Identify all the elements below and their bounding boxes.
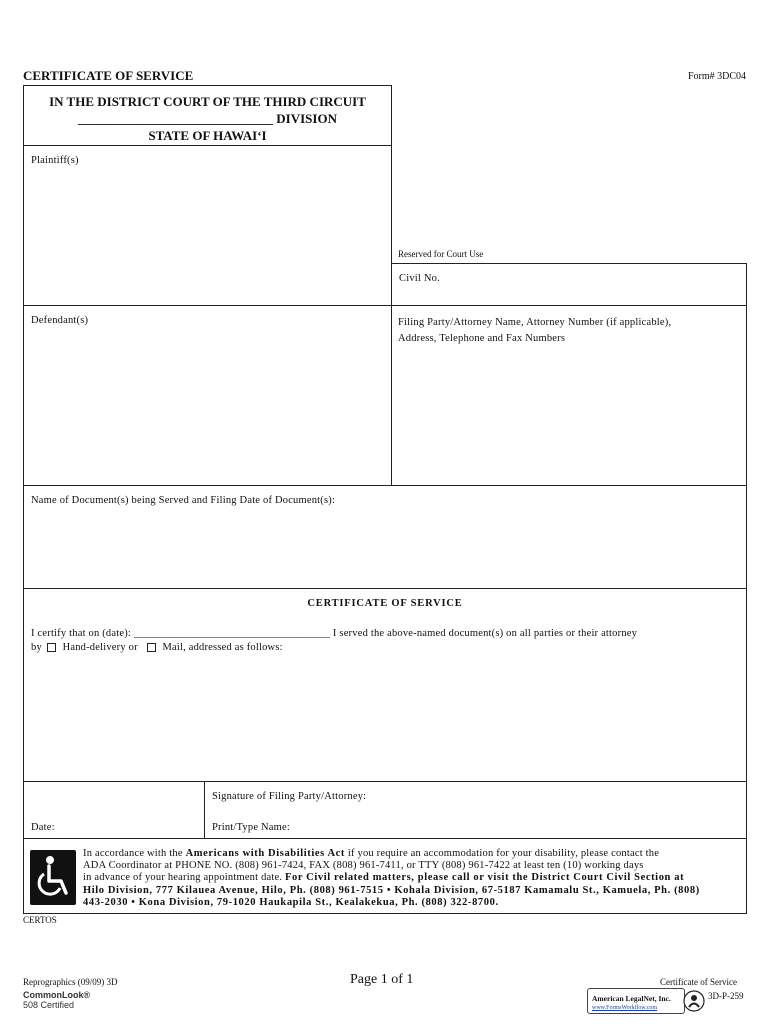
date-label: Date: [31,822,55,833]
delivery-method-line [31,642,283,653]
signature-label: Signature of Filing Party/Attorney: [212,791,367,802]
by-label: by [31,642,42,653]
ada-notice-text: In accordance with the Americans with Disabilities Act if you require an accommodation for your disability, please contact the ADA Coordinator at PHONE NO. (808) 961-7424, FAX (808) 961-7411, or TTY (808) 961-7422 at least ten (10) working days in advance of your hearing appointment date. For Civil related matters, please call or visit the District Court Civil Section at Hilo Division, 777 Kilauea Avenue, Hilo, Ph. (808) 961-7515 • Kohala Division, 67-5187 Kamamalu St., Kamuela, Ph. (808) 443-2030 • Kona Division, 79-1020 Haukapila St., Kealakekua, Ph. (808) 322-8700. [83,848,700,908]
mail-checkbox[interactable] [147,643,156,652]
plaintiffs-label: Plaintiff(s) [31,155,79,166]
filing-party-label [398,315,671,346]
defendants-field[interactable] [24,330,390,484]
print-name-label: Print/Type Name: [212,822,290,833]
document-title: CERTIFICATE OF SERVICE [23,68,194,83]
civil-no-box[interactable] [391,263,747,306]
defendants-label: Defendant(s) [31,315,89,326]
plaintiffs-field[interactable] [24,170,390,304]
form-code: CERTOS [23,915,57,925]
wheelchair-icon [30,850,76,905]
court-division-line[interactable]: ______________________________ DIVISION [78,111,337,126]
hand-delivery-checkbox[interactable] [47,643,56,652]
signature-field[interactable] [206,782,745,837]
footer-form-title: Certificate of Service [660,977,737,987]
civil-no-label: Civil No. [399,273,440,284]
court-caption-box [23,85,392,146]
documents-box[interactable] [23,485,747,589]
certify-date-line[interactable]: I certify that on (date): ____________________________________ I served the above-named document(s) on all parties or their attorney [31,628,638,639]
reserved-court-use-label: Reserved for Court Use [398,249,484,259]
page-number: Page 1 of 1 [350,972,414,987]
reprographics-label: Reprographics (09/09) 3D [23,977,118,987]
date-field[interactable] [24,782,203,837]
court-state-line: STATE OF HAWAIʻI [148,128,267,143]
commonlook-logo: CommonLook® [23,990,91,1000]
certificate-heading: CERTIFICATE OF SERVICE [307,598,463,609]
legalnet-name: American LegalNet, Inc. [592,994,671,1003]
court-line-1: IN THE DISTRICT COURT OF THE THIRD CIRCUIT [49,94,366,109]
certified-label: 508 Certified [23,1000,75,1010]
legalnet-logo-icon [683,990,705,1012]
filing-party-field[interactable] [392,350,745,484]
filing-party-line-1: Filing Party/Attorney Name, Attorney Number (if applicable), [398,317,672,328]
hand-delivery-label: Hand-delivery or [62,642,138,653]
filing-party-line-2: Address, Telephone and Fax Numbers [398,332,566,344]
form-number: Form# 3DC04 [688,71,747,82]
documents-label: Name of Document(s) being Served and Filing Date of Document(s): [31,495,336,506]
mail-label: Mail, addressed as follows: [162,642,283,653]
addresses-field[interactable] [24,660,745,780]
legalnet-badge[interactable] [587,988,685,1014]
footer-form-code: 3D-P-259 [708,991,744,1001]
legalnet-website[interactable]: www.FormsWorkflow.com [592,1005,658,1011]
